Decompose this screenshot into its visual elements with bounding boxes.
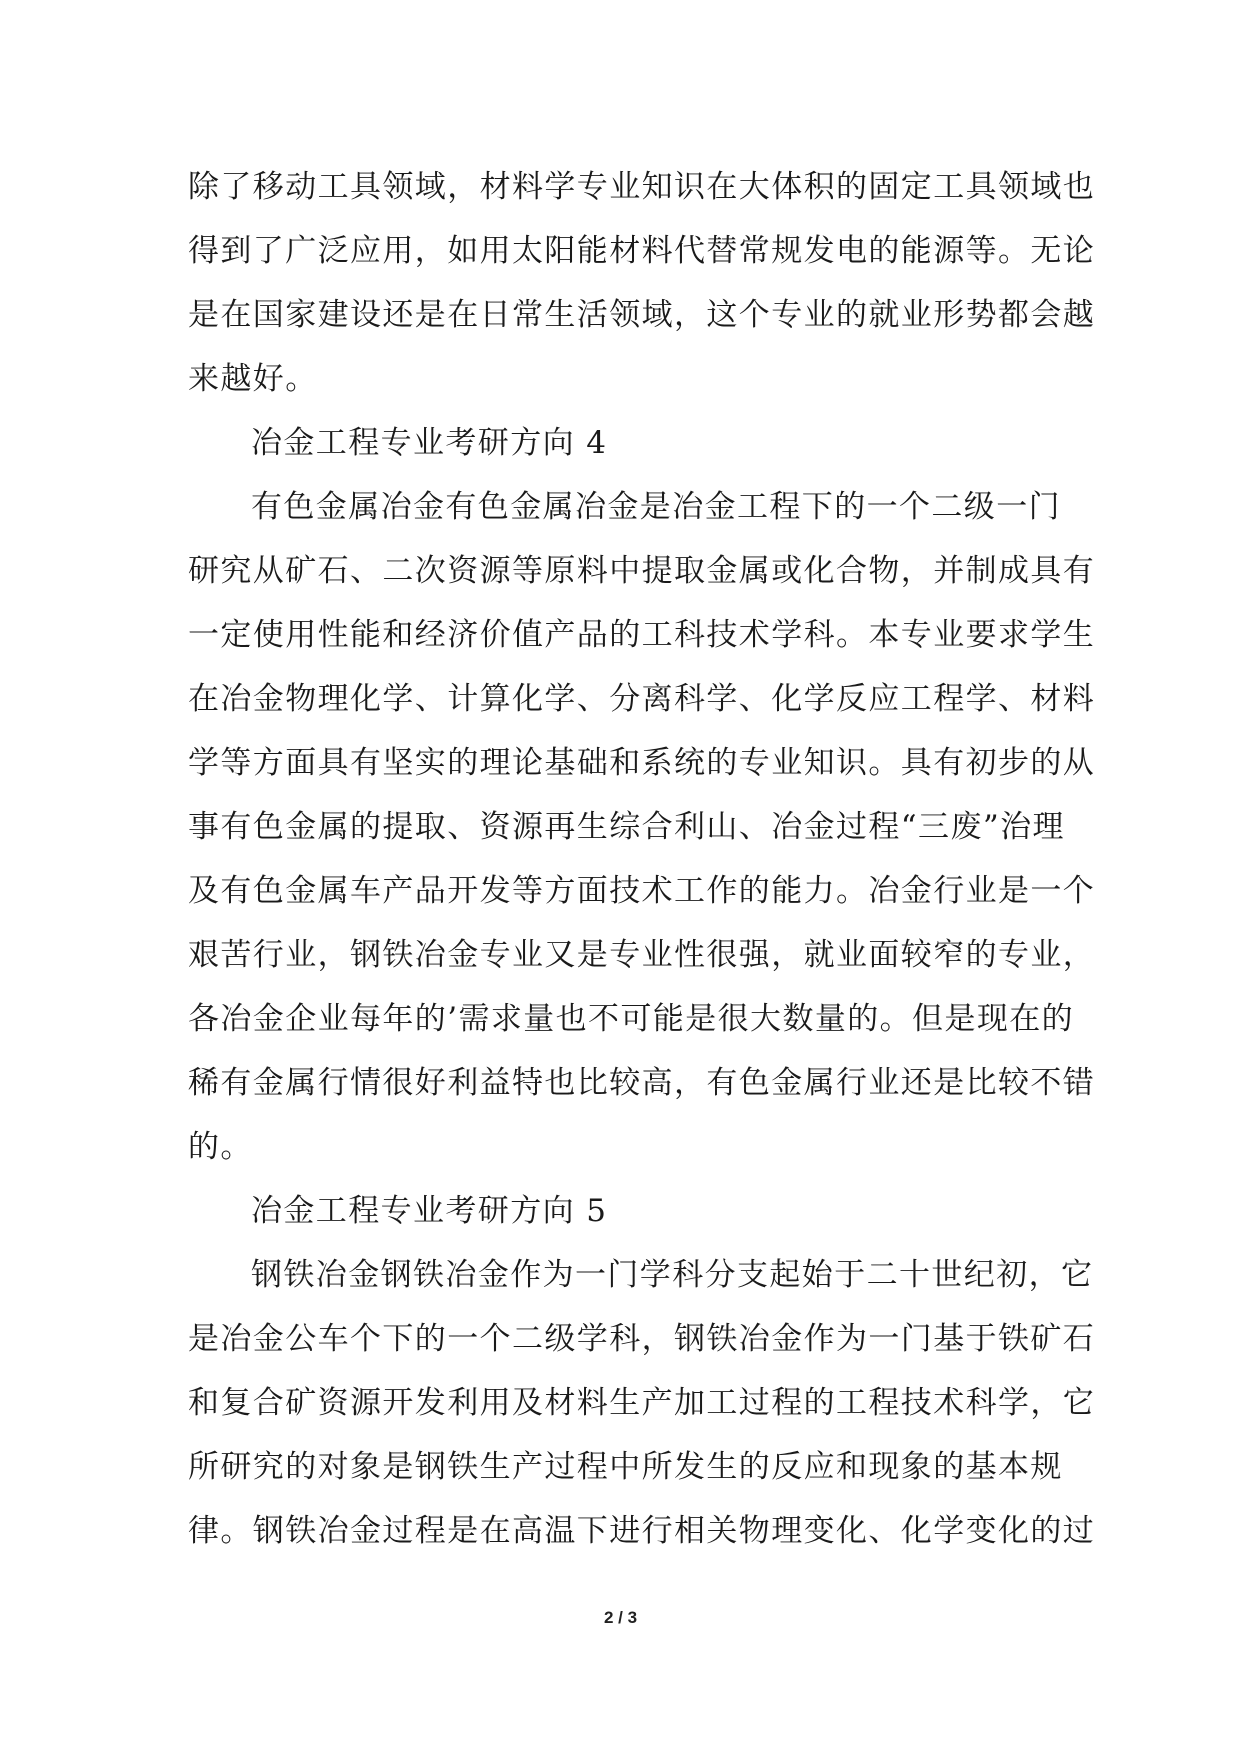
body-text-line: 学等方面具有坚实的理论基础和系统的专业知识。具有初步的从: [188, 745, 1096, 781]
body-text-line: 艰苦行业，钢铁冶金专业又是专业性很强，就业面较窄的专业，: [188, 937, 1096, 973]
body-text-line: 除了移动工具领域，材料学专业知识在大体积的固定工具领域也: [188, 169, 1096, 205]
body-text-line: 及有色金属车产品开发等方面技术工作的能力。冶金行业是一个: [188, 873, 1096, 909]
page-number: 2 / 3: [603, 1608, 638, 1627]
body-text-line: 是冶金公车个下的一个二级学科，钢铁冶金作为一门基于铁矿石: [188, 1321, 1096, 1357]
body-text-line: 研究从矿石、二次资源等原料中提取金属或化合物，并制成具有: [188, 553, 1096, 589]
body-text-line: 有色金属冶金有色金属冶金是冶金工程下的一个二级一门: [251, 489, 1061, 525]
body-text-line: 稀有金属行情很好利益特也比较高，有色金属行业还是比较不错: [188, 1065, 1096, 1101]
document-body: [188, 155, 1096, 1563]
section-heading: 冶金工程专业考研方向 5: [251, 1193, 608, 1229]
body-text-line: 各冶金企业每年的’需求量也不可能是很大数量的。但是现在的: [188, 1001, 1075, 1037]
body-text-line: 的。: [188, 1129, 253, 1165]
body-text-line: 是在国家建设还是在日常生活领域，这个专业的就业形势都会越: [188, 297, 1096, 333]
section-heading: 冶金工程专业考研方向 4: [251, 425, 608, 461]
body-text-line: 事有色金属的提取、资源再生综合利山、冶金过程“三废”治理: [188, 809, 1065, 845]
body-text-line: 来越好。: [188, 361, 318, 397]
body-text-line: 一定使用性能和经济价值产品的工科技术学科。本专业要求学生: [188, 617, 1096, 653]
body-text-line: 和复合矿资源开发利用及材料生产加工过程的工程技术科学，它: [188, 1385, 1096, 1421]
body-text-line: 律。钢铁冶金过程是在高温下进行相关物理变化、化学变化的过: [188, 1513, 1096, 1549]
body-text-line: 在冶金物理化学、计算化学、分离科学、化学反应工程学、材料: [188, 681, 1096, 717]
body-text-line: 得到了广泛应用，如用太阳能材料代替常规发电的能源等。无论: [188, 233, 1096, 269]
body-text-line: 所研究的对象是钢铁生产过程中所发生的反应和现象的基本规: [188, 1449, 1063, 1485]
body-text-line: 钢铁冶金钢铁冶金作为一门学科分支起始于二十世纪初，它: [251, 1257, 1094, 1293]
